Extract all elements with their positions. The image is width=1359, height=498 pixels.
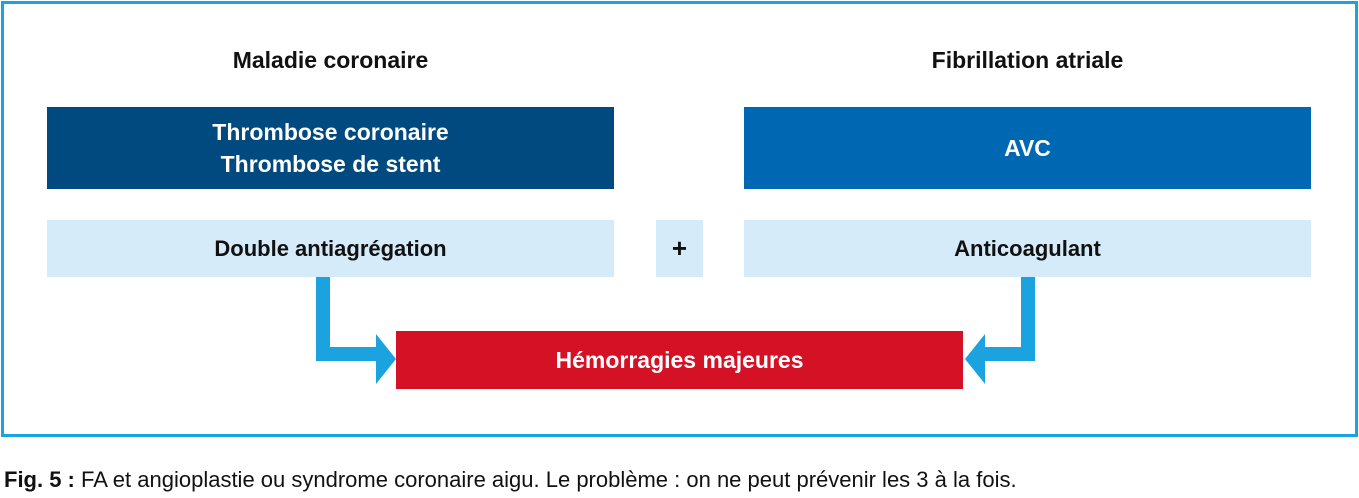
left-risk-line1: Thrombose coronaire xyxy=(212,119,449,145)
left-treatment-label: Double antiagrégation xyxy=(214,235,447,261)
right-heading: Fibrillation atriale xyxy=(931,47,1124,73)
left-arrow-icon xyxy=(323,277,378,354)
plus-sign: + xyxy=(671,233,688,263)
right-arrow-icon xyxy=(983,277,1028,354)
outcome-box xyxy=(396,331,963,389)
caption-text: FA et angioplastie ou syndrome coronaire aigu. Le problème : on ne peut prévenir les 3 à la fois. xyxy=(74,467,1017,492)
left-heading: Maladie coronaire xyxy=(232,47,429,73)
right-risk-label: AVC xyxy=(1004,134,1051,161)
figure-caption xyxy=(4,467,1017,493)
caption-label: Fig. 5 : xyxy=(4,467,75,492)
right-arrowhead-icon xyxy=(965,334,985,384)
right-treatment-label: Anticoagulant xyxy=(954,235,1101,261)
outcome-label: Hémorragies majeures xyxy=(555,346,804,373)
left-risk-line2: Thrombose de stent xyxy=(220,151,441,177)
left-arrowhead-icon xyxy=(376,334,396,384)
